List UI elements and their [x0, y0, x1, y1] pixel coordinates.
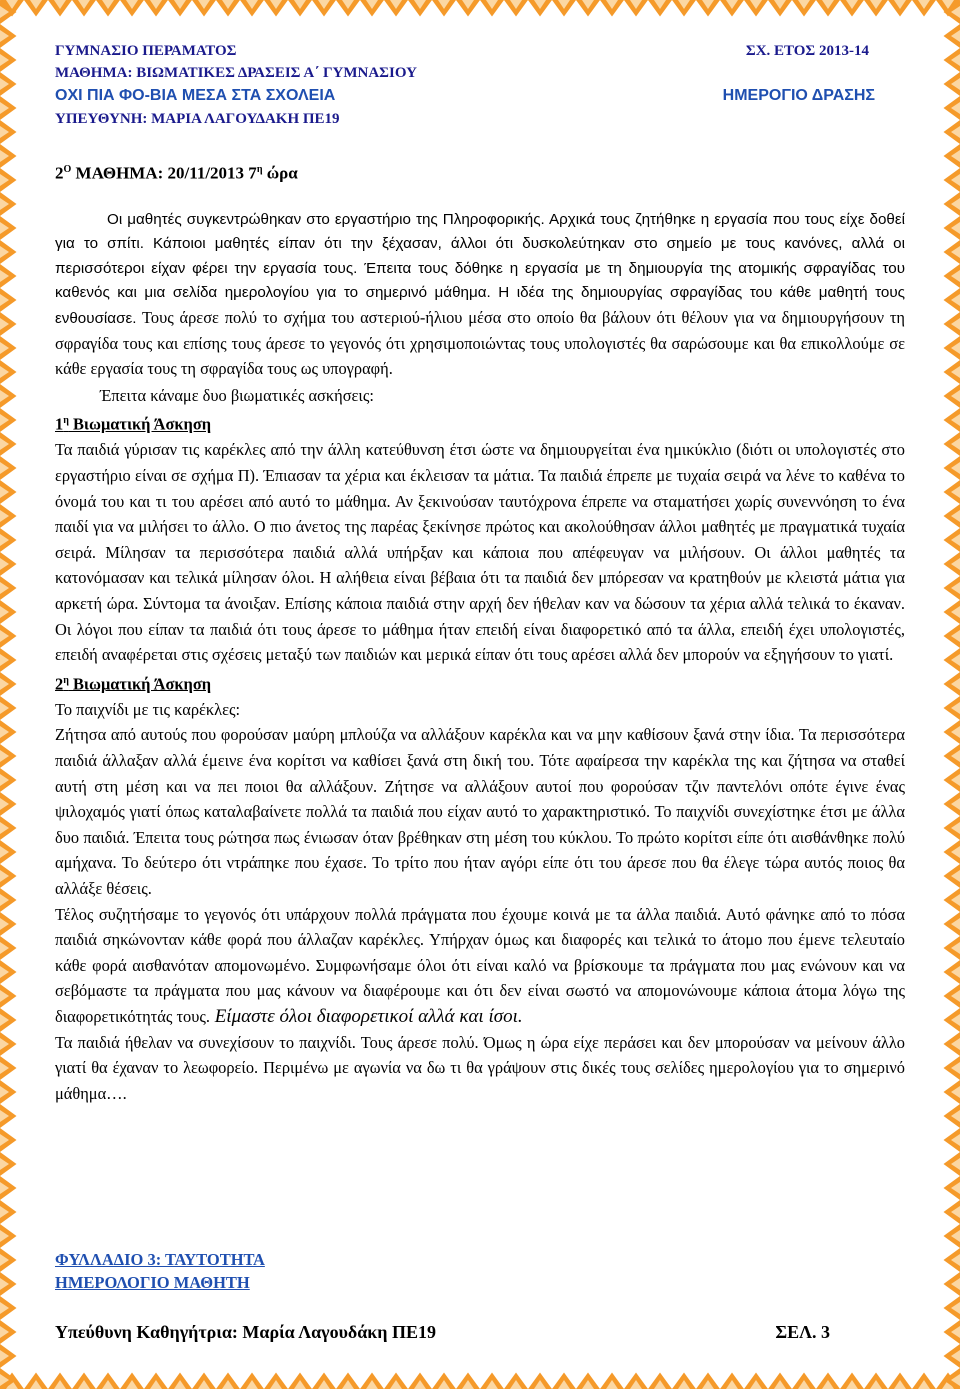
exercise-2-paragraph-3: Τα παιδιά ήθελαν να συνεχίσουν το παιχνίδι. Τους άρεσε πολύ. Όμως η ώρα είχε περάσει και δεν μπορούσαν να μείνουν άλλο γιατί θα έχαναν το λεωφορείο. Περιμένω με αγωνία να δω τι θα γράψουν στις δικές τους σελίδες ημερολογίου για το σημερινό μάθημα…. [55, 1032, 905, 1103]
intro-text-serif: Τους άρεσε πολύ το σχήμα του αστεριού-ήλιου μέσα στο οποίο θα βάλουν ότι θέλουν για να δημιουργήσουν τη σφραγίδα τους και επίσης τους άρεσε το γεγονός ότι χρησιμοποιώντας τους υπολογιστές θα σαρώσουμε και θα επικολλούμε σε κάθε εργασία τους τη σφραγίδα τους ως υπογραφή. [55, 308, 905, 379]
intro-section [55, 208, 905, 409]
diary-title: ΗΜΕΡΟΓΙΟ ΔΡΑΣΗΣ [722, 87, 875, 104]
header-row-3 [55, 84, 905, 108]
exercise-1-title [55, 408, 905, 437]
program-title: ΟΧΙ ΠΙΑ ΦΟ-ΒΙΑ ΜΕΣΑ ΣΤΑ ΣΧΟΛΕΙΑ [55, 87, 336, 104]
exercise-1-text: Τα παιδιά γύρισαν τις καρέκλες από την άλλη κατεύθυνση έτσι ώστε να δημιουργείται ένα ημικύκλιο (διότι οι υπολογιστές στο εργαστήριο είναι σε σχήμα Π). Έπιασαν τα χέρια και έκλεισαν τα μάτια. Τα παιδιά έπρεπε με τυχαία σειρά να λένε το καθένα το όνομά του και τι του αρέσει από αυτό το μάθημα. Αν ξεκινούσαν ταυτόχρονα έπρεπε να σταματήσει χωρίς συνεννόηση το ένα παιδί για να μιλήσει το άλλο. Ο πιο άνετος της παρέας ξεκίνησε πρώτος και ακολούθησαν άλλοι μαθητές με πραγματικά τυχαία σειρά. Μίλησαν τα περισσότερα παιδιά αλλά υπήρξαν και κάποια που απέφευγαν να μιλήσουν. Οι άλλοι μαθητές τα κατονόμασαν και τελικά μίλησαν όλοι. Η αλήθεια είναι βέβαια ότι τα παιδιά δεν μπόρεσαν να κρατηθούν με κλειστά μάτια για αρκετή ώρα. Σύντομα τα άνοιξαν. Επίσης κάποια παιδιά στην αρχή δεν ήθελαν καν να δώσουν τα χέρια αλλά τελικά το έκαναν. Οι λόγοι που είπαν τα παιδιά ότι τους άρεσε το μάθημα ήταν επειδή είναι διαφορετικό από τα άλλα, επειδή έχει υπολογιστές, επειδή αναφέρεται στις σχέσεις μεταξύ των παιδιών και μερικά είπαν ότι τους αρέσει αλλά δεν μπορούν να εξηγήσουν το γιατί. [55, 440, 905, 665]
exercise-2-sup: η [63, 674, 69, 686]
exercise-2-paragraph-2 [55, 902, 905, 1030]
emphasis-text: Είμαστε όλοι διαφορετικοί αλλά και ίσοι. [209, 1006, 523, 1027]
intro-exercises-line: Έπειτα κάναμε δυο βιωματικές ασκήσεις: [100, 385, 374, 405]
lesson-number: 2 [55, 163, 64, 183]
page-number: ΣΕΛ. 3 [775, 1322, 830, 1342]
exercise-1-label: Βιωματική Άσκηση [68, 414, 212, 434]
exercise-2-number: 2 [55, 674, 64, 694]
school-name: ΓΥΜΝΑΣΙΟ ΠΕΡΑΜΑΤΟΣ [55, 43, 237, 59]
exercise-2-title [55, 668, 905, 697]
exercise-2-label: Βιωματική Άσκηση [68, 674, 212, 694]
lesson-heading [55, 158, 905, 186]
page-footer [55, 1322, 830, 1343]
exercise-2-paragraph-2-text: Τέλος συζητήσαμε το γεγονός ότι υπάρχουν πολλά πράγματα που έχουμε κοινά με τα άλλα παιδιά. Αυτό φάνηκε από το πόσα παιδιά σηκώνονταν κάθε φορά που άλλαζαν καρέκλες. Υπήρχαν όμως και διαφορές και τελικά το άτομο που έμενε τελευταίο κάθε φορά αισθανόταν απομονωμένο. Συμφωνήσαμε όλοι ότι είναι καλό να βρίσκουμε τα πράγματα που μας ενώνουν και να σεβόμαστε τα πράγματα που μας κάνουν να διαφέρουμε και ότι δεν είναι σωστό να απομονώνουμε κάποια άτομα λόγω της διαφορετικότητάς τους. [55, 904, 905, 1026]
exercise-2-section [55, 668, 905, 1107]
intro-text: Οι μαθητές συγκεντρώθηκαν στο εργαστήριο της Πληροφορικής. Αρχικά τους ζητήθηκε η εργασία που τους είχε δοθεί για το σπίτι. Κάποιοι μαθητές είπαν ότι την ξέχασαν, άλλοι ότι δυσκολεύτηκαν στο σημείο με τους κανόνες, αλλά οι περισσότεροι είχαν φέρει την εργασία τους. Έπειτα τους δόθηκε η εργασία με τη δημιουργία της ατομικής σφραγίδας του καθενός και μια σελίδα ημερολογίου για το σημερινό μάθημα. Η ιδέα της δημιουργίας σφραγίδας του κάθε μαθητή τους ενθουσίασε. [55, 210, 905, 328]
lesson-sup: Ο [63, 164, 72, 175]
hour-sup: η [256, 164, 263, 175]
exercise-1-sup: η [63, 415, 69, 427]
handout-link[interactable]: ΦΥΛΛΑΔΙΟ 3: ΤΑΥΤΟΤΗΤΑ [55, 1250, 265, 1269]
responsible-teacher: ΥΠΕΥΘΥΝΗ: ΜΑΡΙΑ ΛΑΓΟΥΔΑΚΗ ΠΕ19 [55, 111, 340, 127]
lesson-hour: ώρα [262, 163, 298, 183]
document-page [55, 40, 905, 1106]
course-title: ΜΑΘΗΜΑ: ΒΙΩΜΑΤΙΚΕΣ ΔΡΑΣΕΙΣ Α΄ ΓΥΜΝΑΣΙΟΥ [55, 65, 417, 81]
footer-links [55, 1248, 265, 1294]
exercise-1-number: 1 [55, 414, 64, 434]
lesson-date: ΜΑΘΗΜΑ: 20/11/2013 7 [71, 163, 257, 183]
footer-teacher: Υπεύθυνη Καθηγήτρια: Μαρία Λαγουδάκη ΠΕ19 [55, 1322, 437, 1342]
header-row-1 [55, 40, 905, 62]
intro-paragraph [55, 208, 905, 383]
school-year: ΣΧ. ΕΤΟΣ 2013-14 [745, 43, 869, 59]
student-diary-link[interactable]: ΗΜΕΡΟΛΟΓΙΟ ΜΑΘΗΤΗ [55, 1273, 250, 1292]
exercise-1-section [55, 408, 905, 667]
exercise-2-paragraph-1: Ζήτησα από αυτούς που φορούσαν μαύρη μπλούζα να αλλάξουν καρέκλα και να μην καθίσουν ξανά στην ίδια. Τα περισσότερα παιδιά άλλαξαν αλλά έμεινε ένα κορίτσι να καθίσει ξανά στη δική του. Τότε αφαίρεσα την καρέκλα της και ζήτησα να σταθεί αυτή στη μέση και να πει ποιοι θα αλλάξουν. Ζήτησε να αλλάξουν αυτοί που φορούσαν τζιν παντελόνι οπότε έγινε ένας ψιλοχαμός γιατί όπως καταλαβαίνετε πολλά τα παιδιά που είχαν αυτό το χαρακτηριστικό. Το παιχνίδι συνεχίστηκε έτσι με άλλα δυο παιδιά. Έπειτα τους ρώτησα πως ένιωσαν όταν βρέθηκαν στη μέση του κύκλου. Το πρώτο κορίτσι είπε ότι αισθάνθηκε πολύ αμήχανα. Το δεύτερο ότι ντράπηκε που έχασε. Το τρίτο που ήταν αγόρι είπε ότι του άρεσε που θα έλεγε τώρα αυτός ποιος θα αλλάξε θέσεις. [55, 725, 905, 899]
exercise-2-subtitle: Το παιχνίδι με τις καρέκλες: [55, 699, 241, 719]
